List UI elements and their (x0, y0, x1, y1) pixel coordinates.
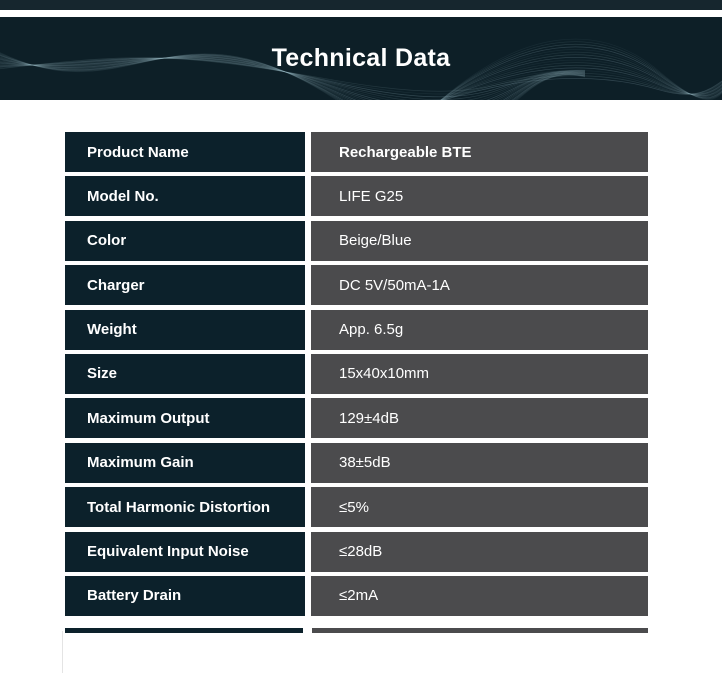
table-bottom-edge-left (65, 628, 303, 633)
page-title: Technical Data (271, 44, 451, 72)
table-row (65, 487, 648, 527)
spec-label: Equivalent Input Noise (65, 532, 305, 572)
table-row (65, 576, 648, 616)
spec-label: Maximum Gain (65, 443, 305, 483)
spec-value: App. 6.5g (311, 310, 648, 350)
spec-value: ≤5% (311, 487, 648, 527)
spec-label: Size (65, 354, 305, 394)
table-row (65, 132, 648, 172)
spec-value: Rechargeable BTE (311, 132, 648, 172)
spec-value: ≤2mA (311, 576, 648, 616)
spec-value: 15x40x10mm (311, 354, 648, 394)
spec-label: Color (65, 221, 305, 261)
table-row (65, 532, 648, 572)
spec-label: Product Name (65, 132, 305, 172)
table-bottom-edge-right (312, 628, 648, 633)
table-row (65, 221, 648, 261)
table-row (65, 354, 648, 394)
spec-label: Model No. (65, 176, 305, 216)
table-row (65, 398, 648, 438)
table-row (65, 443, 648, 483)
table-row (65, 176, 648, 216)
spec-value: Beige/Blue (311, 221, 648, 261)
spec-value: ≤28dB (311, 532, 648, 572)
spec-label: Total Harmonic Distortion (65, 487, 305, 527)
spec-table (65, 132, 648, 620)
header-banner (0, 17, 722, 100)
spec-value: 129±4dB (311, 398, 648, 438)
table-bottom-edge (65, 628, 648, 633)
spec-value: DC 5V/50mA-1A (311, 265, 648, 305)
spec-label: Battery Drain (65, 576, 305, 616)
page-edge-line (62, 631, 63, 673)
table-row (65, 265, 648, 305)
table-row (65, 310, 648, 350)
spec-value: 38±5dB (311, 443, 648, 483)
spec-label: Maximum Output (65, 398, 305, 438)
spec-label: Weight (65, 310, 305, 350)
spec-label: Charger (65, 265, 305, 305)
top-strip (0, 0, 722, 10)
spec-value: LIFE G25 (311, 176, 648, 216)
